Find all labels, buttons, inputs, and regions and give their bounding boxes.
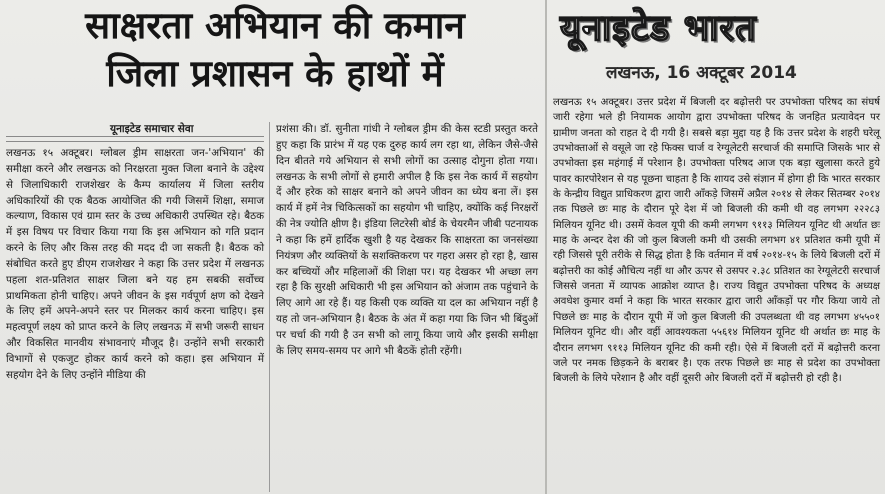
article-column-3	[553, 95, 880, 387]
byline-rule	[6, 141, 264, 142]
article-column-1	[6, 146, 264, 384]
article-column-1-text: लखनऊ १५ अक्टूबर। ग्लोबल ड्रीम साक्षरता जन-'अभियान' की समीक्षा करने और लखनऊ को निरक्षरता मुक्त जिला बनाने के उद्देश्य से जिलाधिकारी राजशेखर के कैम्प कार्यालय में जिला स्तरीय अधिकारियों की एक बैठक आयोजित की गयी जिसमें शिक्षा, समाज कल्याण, विकास एवं ग्राम स्तर के उच्च अधिकारी उपस्थित रहे। बैठक में इस विषय पर विचार किया गया कि इस अभियान को गति प्रदान करने के लिए और किस तरह की मदद दी जा सकती है। बैठक को संबोधित करते हुए डीएम राजशेखर ने कहा कि उत्तर प्रदेश में लखनऊ पहला शत-प्रतिशत साक्षर जिला बने यह हम सबकी सर्वोच्च प्राथमिकता होनी चाहिए। अपने जीवन के इस गर्वपूर्ण क्षण को देखने के लिए हमें अपने-अपने स्तर पर मिलकर कार्य करना चाहिए। इस महत्वपूर्ण लक्ष्य को प्राप्त करने के लिए लखनऊ में सभी जरूरी साधन और विकसित मानवीय संभावनाएं मौजूद है। उन्होंने सभी सरकारी विभागों से एकजुट होकर कार्य करने को कहा। इस अभियान में सहयोग देने के लिए उन्होंने मीडिया की	[6, 147, 264, 381]
article-column-2	[276, 122, 538, 360]
headline	[10, 2, 540, 98]
newspaper-masthead: यूनाइटेड भारत	[560, 8, 757, 49]
headline-line-2: जिला प्रशासन के हाथों में	[106, 52, 444, 95]
clipping-divider	[545, 0, 547, 494]
article-column-3-text: लखनऊ १५ अक्टूबर। उत्तर प्रदेश में बिजली दर बढ़ोत्तरी पर उपभोक्ता परिषद का संघर्ष जारी रहेगा भले ही नियामक आयोग द्वारा उपभोक्ता परिषद के जनहित प्रत्यावेदन पर ग्रामीण जनता को राहत दे दी गयी है। सबसे बड़ा मुद्दा यह है कि उत्तर प्रदेश के शहरी घरेलू उपभोक्ताओं से वसूले जा रहे फिक्स चार्ज व रेग्यूलेटरी सरचार्ज की समाप्ति जिसके भार से उपभोक्ता इस महंगाई में परेशान है। उपभोक्ता परिषद आज एक बड़ा खुलासा करते हुये पावर कारपोरेशन से यह पूछना चाहता है कि शायद उसे संज्ञान में होगा ही कि भारत सरकार के केन्द्रीय विद्युत प्राधिकरण द्वारा जारी आँकड़े जिसमें अप्रैल २०१४ से लेकर सितम्बर २०१४ तक पिछले छः माह के दौरान पूरे देश में जो बिजली की कमी थी वह लगभग २२२८३ मिलियन यूनिट थी। उसमें केवल यूपी की कमी लगभग ९११३ मिलियन यूनिट थी अर्थात छः माह के अन्दर देश की जो कुल बिजली कमी थी उसकी लगभग ४१ प्रतिशत कमी यूपी में रही जिससे पूरी तरीके से सिद्ध होता है कि वर्तमान में वर्ष २०१४-१५ के लिये बिजली दरों में बढ़ोत्तरी का कोई औचित्य नहीं था और ऊपर से उसपर २.३८ प्रतिशत का रेग्यूलेटरी सरचार्ज जिससे जनता में व्यापक आक्रोश व्याप्त है। राज्य विद्युत उपभोक्ता परिषद के अध्यक्ष अवधेश कुमार वर्मा ने कहा कि भारत सरकार द्वारा जारी आँकड़ों पर गौर किया जाये तो पिछले छः माह के दौरान यूपी में जो कुल बिजली की उपलब्धता थी वह लगभग ४५५०१ मिलियन यूनिट थी। और वहीं आवश्यकता ५५६१४ मिलियन यूनिट थी अर्थात छः माह के दौरान लगभग ९११३ मिलियन यूनिट की कमी रही। ऐसे में बिजली दरों में बढ़ोत्तरी करना जले पर नमक छिड़कने के बराबर है। एक तरफ पिछले छः माह से प्रदेश का उपभोक्ता बिजली के लिये परेशान है और वहीं दूसरी ओर बिजली दरों में बढ़ोत्तरी हो रही है।	[553, 97, 880, 385]
byline: यूनाइटेड समाचार सेवा	[110, 123, 194, 135]
headline-line-1: साक्षरता अभियान की कमान	[85, 4, 465, 47]
article-column-2-text: प्रशंसा की। डॉ. सुनीता गांधी ने ग्लोबल ड्रीम की केस स्टडी प्रस्तुत करते हुए कहा कि प्रारंभ में यह एक दुरुह कार्य लग रहा था, लेकिन जैसे-जैसे दिन बीतते गये अभियान से सभी लोगों का उत्साह दोगुना होता गया। लखनऊ के सभी लोगों से हमारी अपील है कि इस नेक कार्य में सहयोग दें और हरेक को साक्षर बनाने को अपने जीवन का ध्येय बना लें। इस कार्य में हमें नेत्र चिकित्सकों का सहयोग भी चाहिए, क्योंकि कई निरक्षरों की नेत्र ज्योति क्षीण है। इंडिया लिटरेसी बोर्ड के चेयरमैन जीबी पटनायक ने कहा कि हमें हार्दिक खुशी है यह देखकर कि साक्षरता का जनसंख्या नियंत्रण और व्यक्तियों के सशक्तिकरण पर गहरा असर हो रहा है, खास कर बच्चियों और महिलाओं की शिक्षा पर। यह देखकर भी अच्छा लग रहा है कि सुरक्षी अधिकारी भी इस अभियान को अंजाम तक पहुंचाने के लिए आगे आ रहे हैं। यह किसी एक व्यक्ति या दल का अभियान नहीं है यह तो जन-अभियान है। बैठक के अंत में कहा गया कि जिन भी बिंदुओं पर चर्चा की गयी है उन सभी को लागू किया जाये और इसकी समीक्षा के लिए समय-समय पर आगे भी बैठकें होती रहेंगी।	[276, 123, 538, 357]
column-divider	[269, 122, 270, 492]
byline-rule	[6, 136, 264, 137]
dateline: लखनऊ, 16 अक्टूबर 2014	[606, 63, 797, 83]
